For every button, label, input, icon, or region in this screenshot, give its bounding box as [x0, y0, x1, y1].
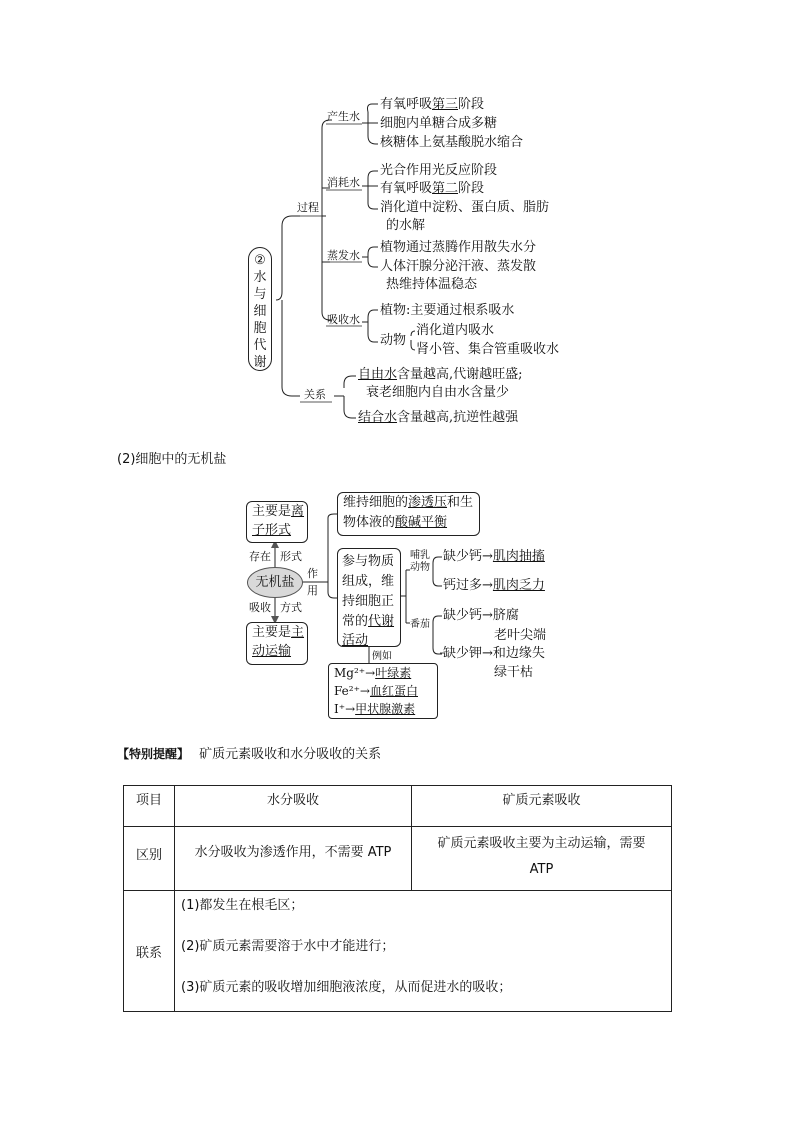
- mammal-item: 钙过多→肌肉乏力: [443, 578, 545, 593]
- evaporate-item: 植物通过蒸腾作用散失水分: [380, 240, 537, 255]
- example-row: Mg²⁺→叶绿素: [334, 666, 412, 680]
- table-row-label: 联系: [124, 891, 175, 1012]
- table-row: [124, 891, 672, 1012]
- mammal-label: 哺乳: [410, 550, 430, 561]
- consume-item: 的水解: [386, 218, 426, 233]
- tomato-extra: 绿干枯: [494, 665, 534, 680]
- absorb-animal-label: 动物: [380, 333, 407, 348]
- form-label: 形式: [280, 550, 302, 563]
- absorb-water-label: 吸收水: [327, 313, 360, 326]
- table-row-label: 区别: [124, 827, 175, 891]
- tip-heading: [117, 746, 381, 763]
- absorb-label: 吸收: [249, 601, 271, 614]
- example-row: I⁺→甲状腺激素: [334, 702, 416, 716]
- topic-title-char: 胞: [253, 321, 267, 336]
- table-cell: 水分吸收为渗透作用，不需要 ATP: [175, 827, 412, 891]
- evaporate-water-label: 蒸发水: [327, 249, 360, 262]
- tomato-label: 番茄: [410, 619, 430, 630]
- produce-item: 有氧呼吸第三阶段: [380, 97, 485, 112]
- relation-item: 结合水含量越高,抗逆性越强: [358, 410, 519, 425]
- topic-title-char: ②: [254, 253, 266, 268]
- example-label: 例如: [372, 651, 392, 662]
- topic-title-char: 谢: [253, 355, 267, 370]
- comparison-table: [123, 785, 672, 1012]
- relation-point: (3)矿质元素的吸收增加细胞液浓度，从而促进水的吸收；: [181, 980, 512, 995]
- exist-label: 存在: [249, 550, 271, 563]
- absorb-animal-item: 肾小管、集合管重吸收水: [416, 342, 560, 357]
- topic-title-char: 水: [253, 270, 267, 285]
- salt-center-oval: 无机盐: [247, 567, 303, 598]
- evaporate-item: 热维持体温稳态: [386, 277, 478, 292]
- relation-item: 衰老细胞内自由水含量少: [366, 385, 510, 400]
- relation-point: (2)矿质元素需要溶于水中才能进行；: [181, 939, 395, 954]
- role-label-1: 作: [307, 567, 318, 580]
- absorb-animal-item: 消化道内吸水: [416, 323, 495, 338]
- method-label: 方式: [280, 601, 302, 614]
- salt-role1-box: 维持细胞的渗透压和生 物体液的酸碱平衡: [337, 492, 480, 536]
- table-header-cell: 水分吸收: [175, 786, 412, 827]
- consume-item: 有氧呼吸第二阶段: [380, 181, 485, 196]
- tip-title: 矿质元素吸收和水分吸收的关系: [199, 747, 382, 762]
- absorb-plant: 植物:主要通过根系吸水: [380, 303, 515, 318]
- salt-examples-box: [328, 663, 438, 719]
- topic-title-char: 细: [253, 304, 267, 319]
- tomato-extra: 老叶尖端: [494, 628, 547, 643]
- tomato-item: 缺少钾→和边缘失: [443, 646, 545, 661]
- consume-item: 消化道中淀粉、蛋白质、脂肪: [380, 200, 550, 215]
- produce-water-label: 产生水: [327, 110, 360, 123]
- tomato-item: 缺少钙→脐腐: [443, 608, 519, 623]
- topic-title-char: 与: [253, 287, 267, 302]
- process-label: 过程: [297, 201, 319, 214]
- produce-item: 核糖体上氨基酸脱水缩合: [380, 135, 524, 150]
- relation-label: 关系: [304, 388, 326, 401]
- mammal-label: 动物: [410, 562, 430, 573]
- salt-absorb-box: 主要是主 动运输: [246, 622, 308, 665]
- produce-item: 细胞内单糖合成多糖: [380, 116, 498, 131]
- section-heading: (2)细胞中的无机盐: [117, 452, 227, 467]
- evaporate-item: 人体汗腺分泌汗液、蒸发散: [380, 259, 537, 274]
- salt-form-box: 主要是离 子形式: [246, 501, 308, 543]
- salt-role2-box: 参与物质 组成，维 持细胞正 常的代谢 活动: [337, 548, 401, 647]
- mammal-item: 缺少钙→肌肉抽搐: [443, 549, 545, 564]
- consume-water-label: 消耗水: [327, 176, 360, 189]
- table-row: [124, 827, 672, 891]
- table-row: [124, 786, 672, 827]
- table-cell: 矿质元素吸收主要为主动运输，需要 ATP: [412, 827, 672, 891]
- consume-item: 光合作用光反应阶段: [380, 163, 498, 178]
- role-label-2: 用: [307, 584, 318, 597]
- table-header-cell: 矿质元素吸收: [412, 786, 672, 827]
- example-row: Fe²⁺→血红蛋白: [334, 684, 418, 698]
- table-cell: [175, 891, 672, 1012]
- topic-title-char: 代: [253, 338, 267, 353]
- table-header-cell: 项目: [124, 786, 175, 827]
- relation-point: (1)都发生在根毛区；: [181, 898, 304, 913]
- tip-badge: 【特别提醒】: [117, 747, 190, 761]
- relation-item: 自由水含量越高,代谢越旺盛;: [358, 367, 523, 382]
